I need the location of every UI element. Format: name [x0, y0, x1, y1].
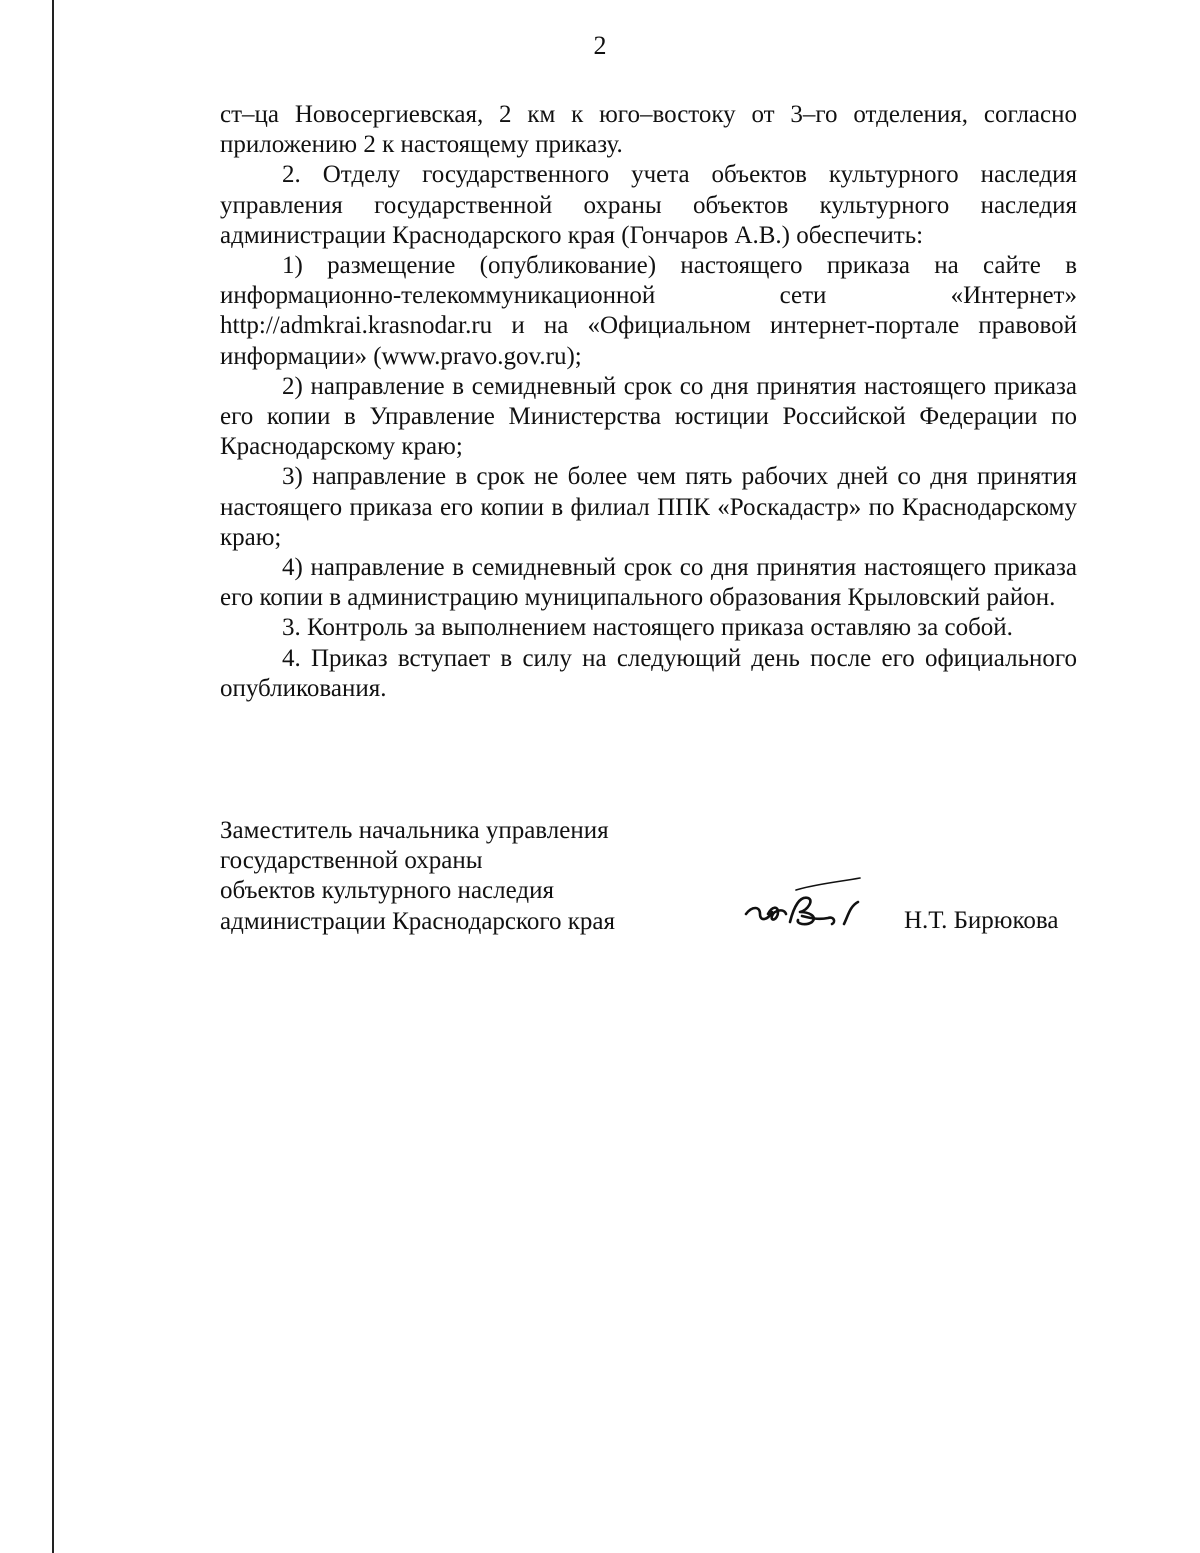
paragraph-subitem-1: 1) размещение (опубликование) настоящего приказа на сайте в информационно-телекоммуникационной сети «Интернет» http://admkrai.krasnodar.ru и на «Официальном интернет-портале правовой информации» (www.pravo.gov.ru); [220, 252, 1077, 370]
signatory-position [220, 816, 690, 937]
signatory-position-line: администрации Краснодарского края [220, 907, 616, 935]
signatory-position-line: Заместитель начальника управления [220, 817, 609, 844]
signatory-position-line: объектов культурного наследия [220, 877, 554, 905]
paragraph-subitem-3: 3) направление в срок не более чем пять рабочих дней со дня принятия настоящего приказа его копии в филиал ППК «Роскадастр» по Краснодарскому краю; [220, 463, 1077, 551]
paragraph-item-4: 4. Приказ вступает в силу на следующий день после его официального опубликования. [220, 644, 1077, 702]
paragraph-subitem-4: 4) направление в семидневный срок со дня принятия настоящего приказа его копии в администрацию муниципального образования Крыловский район. [220, 554, 1077, 612]
signatory-name: Н.Т. Бирюкова [904, 907, 1059, 934]
paragraph-subitem-2: 2) направление в семидневный срок со дня принятия настоящего приказа его копии в Управление Министерства юстиции Российской Федерации по Краснодарскому краю; [220, 372, 1077, 461]
handwritten-signature-icon [738, 876, 868, 942]
paragraph-item-2: 2. Отделу государственного учета объектов культурного наследия управления государственной охраны объектов культурного наследия администрации Краснодарского края (Гончаров А.В.) обеспечить: [220, 161, 1077, 249]
signature-block [220, 816, 1077, 946]
document-body [220, 100, 1077, 704]
page-number: 2 [593, 31, 607, 60]
paragraph-item-3: 3. Контроль за выполнением настоящего приказа оставляю за собой. [282, 614, 1013, 642]
paragraph-continuation: ст–ца Новосергиевская, 2 км к юго–востоку от 3–го отделения, согласно приложению 2 к настоящему приказу. [220, 101, 1077, 159]
scan-edge-line [52, 0, 54, 1553]
signatory-position-line: государственной охраны [220, 847, 483, 875]
